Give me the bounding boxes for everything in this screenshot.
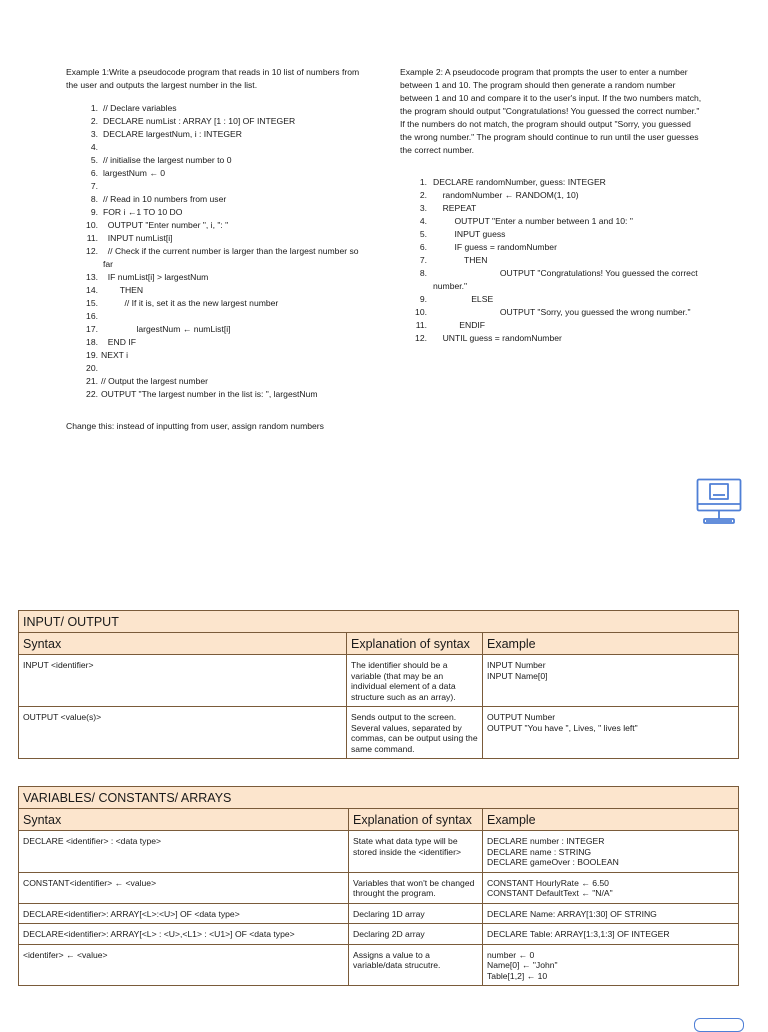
example-cell: DECLARE Table: ARRAY[1:3,1:3] OF INTEGER [483,924,739,945]
code-line: 4. [90,142,98,152]
column-header: Syntax [19,633,347,655]
code-line: 21. // Output the largest number [86,376,209,386]
code-line: 13. IF numList[i] > largestNum [86,272,209,282]
code-line: 8. OUTPUT "Congratulations! You guessed the correct number." [419,268,701,291]
code-line: 10. OUTPUT "Enter number ", i, ": " [86,220,229,230]
code-line: 17. largestNum ← numList[i] [86,324,231,334]
syntax-cell: OUTPUT <value(s)> [19,707,347,759]
floating-button[interactable] [694,1018,744,1032]
code-line: 9. ELSE [419,294,494,304]
example-cell: DECLARE number : INTEGER DECLARE name : STRING DECLARE gameOver : BOOLEAN [483,831,739,873]
explanation-cell: Declaring 2D array [349,924,483,945]
change-note: Change this: instead of inputting from user, assign random numbers [66,421,324,431]
explanation-cell: Assigns a value to a variable/data strucutre. [349,944,483,986]
explanation-cell: Declaring 1D array [349,903,483,924]
code-line: 14. THEN [86,285,144,295]
syntax-cell: CONSTANT<identifier> ← <value> [19,872,349,903]
explanation-cell: State what data type will be stored inside the <identifier> [349,831,483,873]
table-title: INPUT/ OUTPUT [19,611,739,633]
input-output-table [18,610,739,759]
code-line: 1. // Declare variables [90,103,177,113]
code-line: 19. NEXT i [86,350,129,360]
code-line: 9. FOR i ←1 TO 10 DO [90,207,183,217]
code-line: 5. // initialise the largest number to 0 [90,155,232,165]
syntax-cell: DECLARE<identifier>: ARRAY[<L>:<U>] OF <data type> [19,903,349,924]
table-row [19,903,739,924]
code-line: 18. END IF [86,337,136,347]
code-line: 5. INPUT guess [419,229,506,239]
column-header: Explanation of syntax [349,809,483,831]
example-cell: DECLARE Name: ARRAY[1:30] OF STRING [483,903,739,924]
explanation-cell: Sends output to the screen. Several values, separated by commas, can be output using the same command. [347,707,483,759]
syntax-cell: DECLARE <identifier> : <data type> [19,831,349,873]
example-cell: number ← 0 Name[0] ← "John" Table[1,2] ← 10 [483,944,739,986]
example1-intro: Example 1:Write a pseudocode program that reads in 10 list of numbers from the user and outputs the largest number in the list. [66,67,360,90]
code-line: 16. [86,311,98,321]
code-line: 11. INPUT numList[i] [86,233,173,243]
example1-code [66,102,366,401]
code-line: 12. UNTIL guess = randomNumber [415,333,562,343]
explanation-cell: Variables that won't be changed throught the program. [349,872,483,903]
code-line: 15. // If it is, set it as the new largest number [86,298,279,308]
example-cell: OUTPUT Number OUTPUT "You have ", Lives, " lives left" [483,707,739,759]
column-header: Example [483,633,739,655]
example2-block [400,66,705,345]
code-line: 3. REPEAT [419,203,477,213]
syntax-cell: INPUT <identifier> [19,655,347,707]
explanation-cell: The identifier should be a variable (that may be an individual element of a data structure such as an array). [347,655,483,707]
example-cell: INPUT Number INPUT Name[0] [483,655,739,707]
code-line: 4. OUTPUT "Enter a number between 1 and 10: " [419,216,633,226]
code-line: 10. OUTPUT "Sorry, you guessed the wrong number." [415,307,691,317]
code-line: 22. OUTPUT "The largest number in the list is: ", largestNum [86,389,318,399]
code-line: 7. THEN [419,255,488,265]
code-line: 7. [90,181,98,191]
table-row [19,872,739,903]
example2-code [400,176,705,345]
table-row [19,707,739,759]
table-row [19,655,739,707]
code-line: 2. randomNumber ← RANDOM(1, 10) [419,190,579,200]
code-line: 20. [86,363,98,373]
code-line: 3. DECLARE largestNum, i : INTEGER [90,129,242,139]
table-row [19,831,739,873]
table-title: VARIABLES/ CONSTANTS/ ARRAYS [19,787,739,809]
code-line: 2. DECLARE numList : ARRAY [1 : 10] OF INTEGER [90,116,296,126]
code-line: 11. ENDIF [415,320,486,330]
column-header: Example [483,809,739,831]
table-row [19,944,739,986]
code-line: 8. // Read in 10 numbers from user [90,194,227,204]
code-line: 12. // Check if the current number is larger than the largest number so far [86,246,361,269]
column-header: Explanation of syntax [347,633,483,655]
monitor-book-icon[interactable] [696,478,742,526]
code-line: 1. DECLARE randomNumber, guess: INTEGER [419,177,606,187]
code-line: 6. largestNum ← 0 [90,168,166,178]
code-line: 6. IF guess = randomNumber [419,242,557,252]
syntax-cell: DECLARE<identifier>: ARRAY[<L> : <U>,<L1> : <U1>] OF <data type> [19,924,349,945]
syntax-cell: <identifer> ← <value> [19,944,349,986]
table-row [19,924,739,945]
variables-table [18,786,739,986]
column-header: Syntax [19,809,349,831]
example-cell: CONSTANT HourlyRate ← 6.50 CONSTANT DefaultText ← "N/A" [483,872,739,903]
example1-block [66,66,366,442]
example2-intro: Example 2: A pseudocode program that prompts the user to enter a number between 1 and 10. The program should then generate a random number between 1 and 10 and compare it to the user's input. If the two numbers match, the program should output "Congratulations! You guessed the correct number." If the numbers do not match, the program should output "Sorry, you guessed the wrong number." The program should continue to run until the user guesses the correct number. [400,67,702,155]
